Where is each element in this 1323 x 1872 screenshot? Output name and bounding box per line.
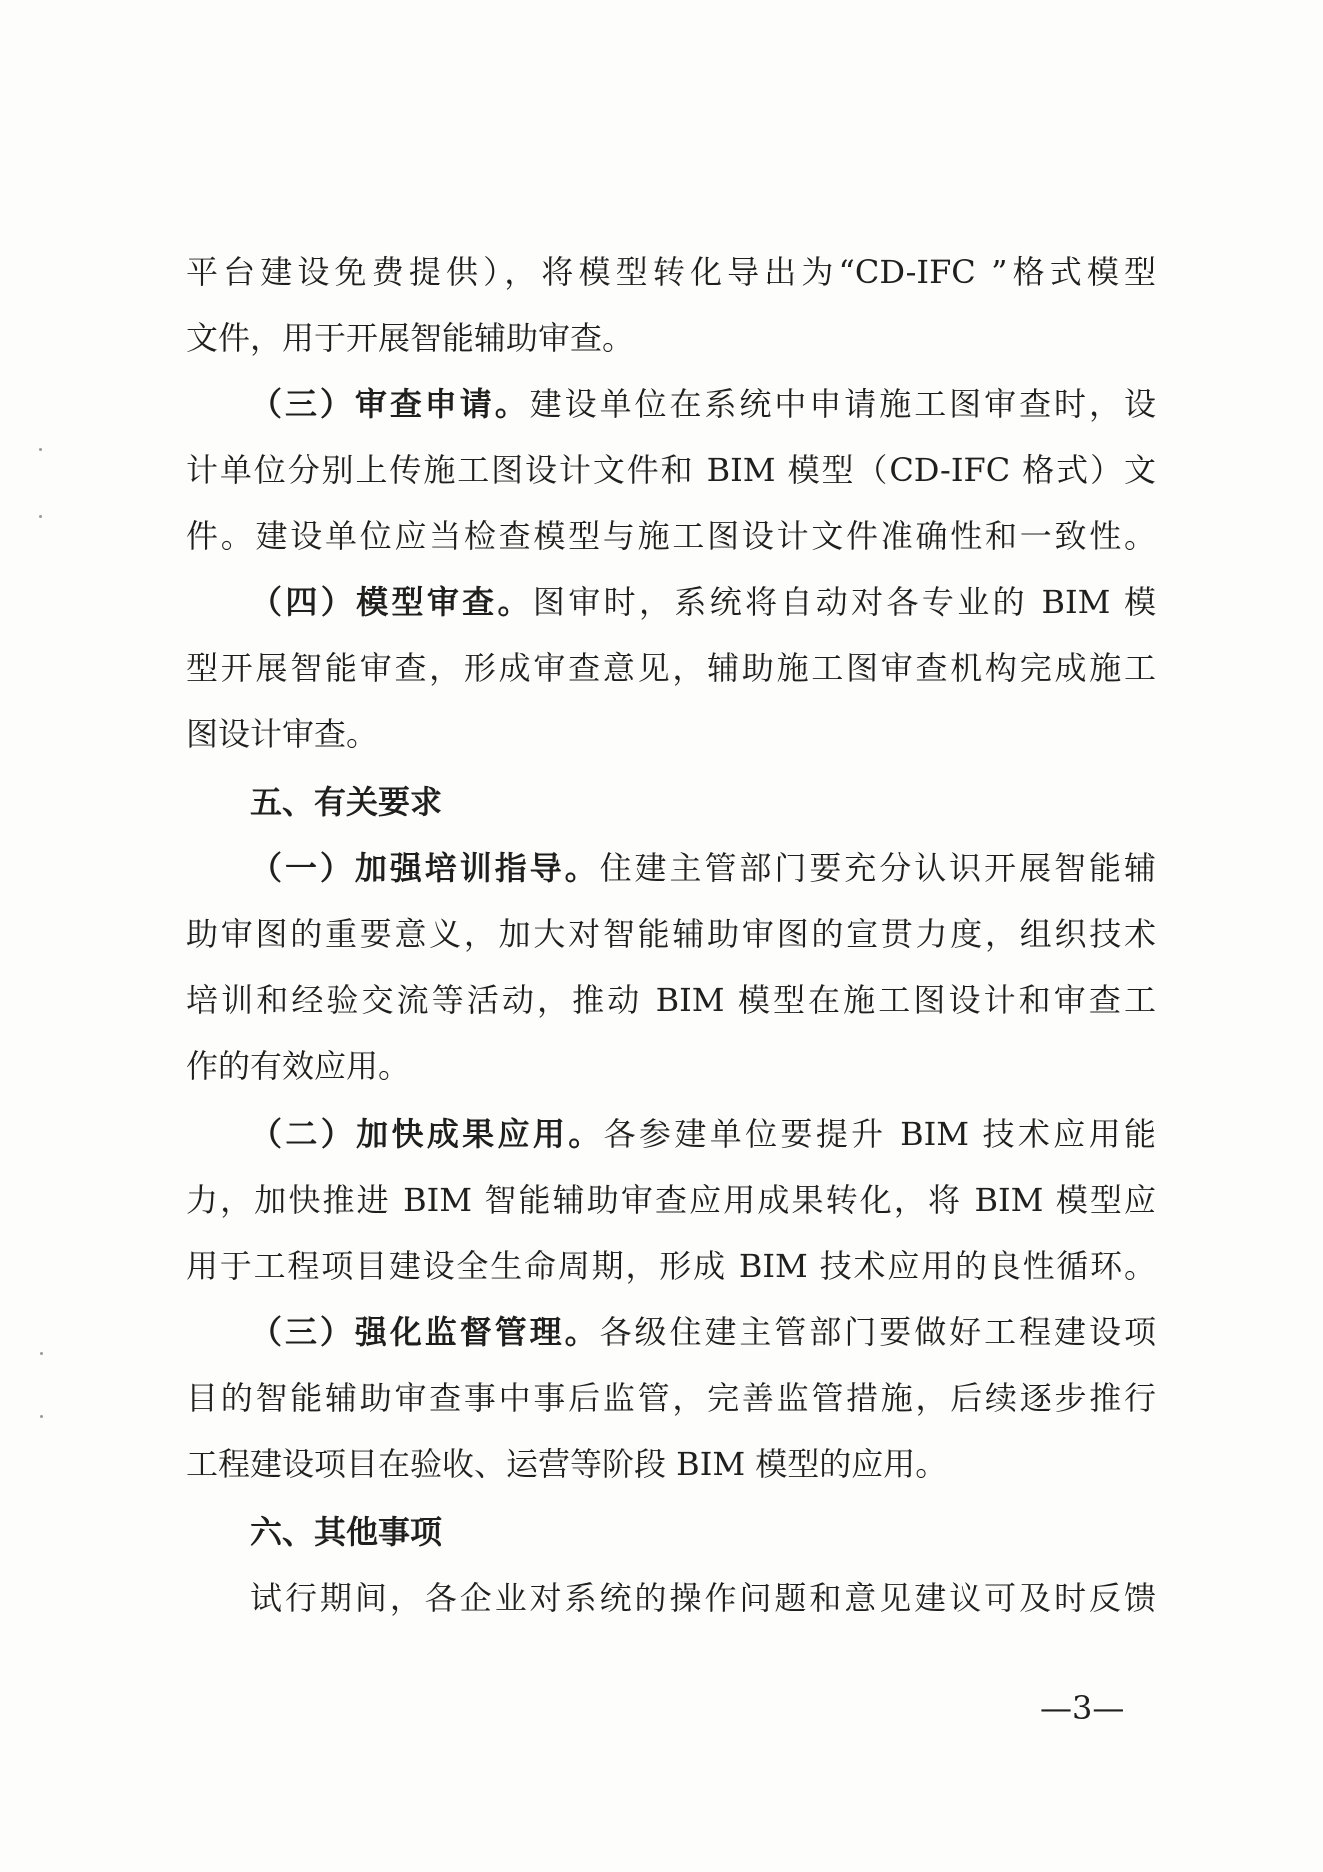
requirement-lead: （三）强化监督管理。 (250, 1313, 600, 1351)
scan-speck (40, 1352, 43, 1355)
requirement-2-first-line (250, 1114, 1156, 1154)
requirement-text: 各级住建主管部门要做好工程建设项 (599, 1313, 1156, 1351)
section-text: 建设单位在系统中申请施工图审查时，设 (529, 385, 1156, 423)
section-3-first-line (250, 384, 1156, 424)
scan-speck (39, 515, 42, 518)
body-text-line: 文件，用于开展智能辅助审查。 (186, 319, 635, 357)
requirement-3-first-line (250, 1312, 1156, 1352)
body-text-line: 力，加快推进 BIM 智能辅助审查应用成果转化，将 BIM 模型应 (186, 1181, 1156, 1219)
body-text-line: 平台建设免费提供），将模型转化导出为“CD-IFC ”格式模型 (186, 253, 1156, 291)
closing-line: 试行期间，各企业对系统的操作问题和意见建议可及时反馈 (250, 1579, 1156, 1617)
scan-speck (39, 448, 42, 451)
section-4-first-line (250, 582, 1156, 622)
requirement-lead: （二）加快成果应用。 (250, 1115, 604, 1153)
heading-requirements: 五、有关要求 (250, 783, 443, 821)
page-number: —3— (1040, 1689, 1125, 1727)
body-text-line: 用于工程项目建设全生命周期，形成 BIM 技术应用的良性循环。 (186, 1247, 1156, 1285)
requirement-text: 住建主管部门要充分认识开展智能辅 (599, 849, 1156, 887)
body-text-line: 型开展智能审查，形成审查意见，辅助施工图审查机构完成施工 (186, 649, 1156, 687)
section-text: 图审时，系统将自动对各专业的 BIM 模 (532, 583, 1156, 621)
requirement-1-first-line (250, 848, 1156, 888)
section-lead: （四）模型审查。 (250, 583, 533, 621)
body-text-line: 计单位分别上传施工图设计文件和 BIM 模型（CD-IFC 格式）文 (186, 451, 1156, 489)
body-text-line: 助审图的重要意义，加大对智能辅助审图的宣贯力度，组织技术 (186, 915, 1156, 953)
body-text-line: 件。建设单位应当检查模型与施工图设计文件准确性和一致性。 (186, 517, 1156, 555)
scan-speck (40, 1415, 43, 1418)
requirement-text: 各参建单位要提升 BIM 技术应用能 (603, 1115, 1156, 1153)
heading-other-matters: 六、其他事项 (250, 1513, 443, 1551)
body-text-line: 目的智能辅助审查事中事后监管，完善监管措施，后续逐步推行 (186, 1379, 1156, 1417)
body-text-line: 培训和经验交流等活动，推动 BIM 模型在施工图设计和审查工 (186, 981, 1156, 1019)
body-text-line: 作的有效应用。 (186, 1047, 411, 1085)
section-lead: （三）审查申请。 (250, 385, 530, 423)
body-text-line: 工程建设项目在验收、运营等阶段 BIM 模型的应用。 (186, 1445, 948, 1483)
body-text-line: 图设计审查。 (186, 715, 379, 753)
requirement-lead: （一）加强培训指导。 (250, 849, 600, 887)
